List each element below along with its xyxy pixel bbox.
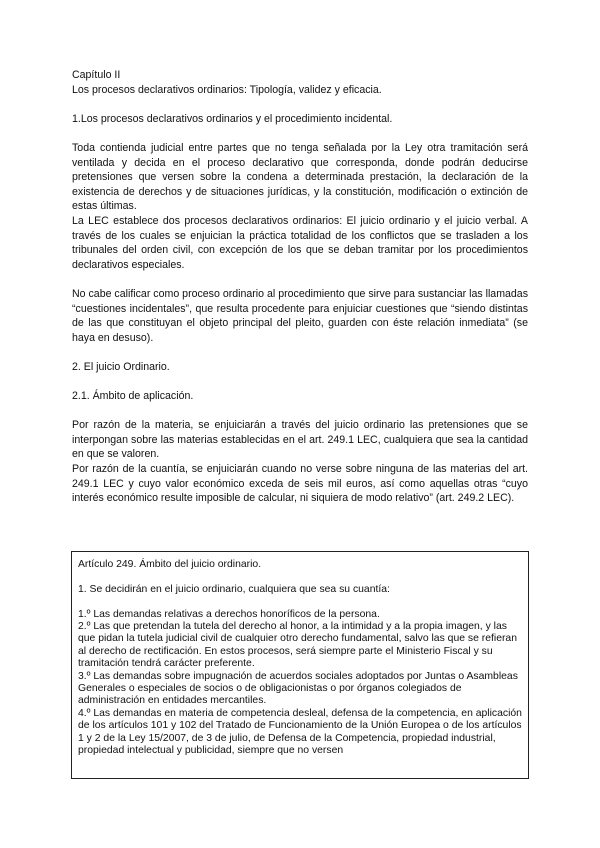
section-2-heading: 2. El juicio Ordinario. xyxy=(72,360,170,373)
paragraph-4: Por razón de la materia, se enjuiciarán a través del juicio ordinario las pretensiones que se interpongan sobre las materias establecidas en el art. 249.1 LEC, cualquiera que sea la cantidad en que se valoren. xyxy=(72,419,528,461)
article-item-2: 2.º Las que pretendan la tutela del derecho al honor, a la intimidad y a la propia imagen, y las que pidan la tutela judicial civil de cualquier otro derecho fundamental, salvo las que se refieran al derecho de rectificación. En estos procesos, será siempre parte el Ministerio Fiscal y su tramitación tendrá carácter preferente. xyxy=(78,621,517,670)
chapter-title: Los procesos declarativos ordinarios: Tipología, validez y eficacia. xyxy=(72,83,382,96)
chapter-label: Capítulo II xyxy=(72,69,121,81)
article-item-1: 1.º Las demandas relativas a derechos honoríficos de la persona. xyxy=(78,608,380,620)
paragraph-2: La LEC establece dos procesos declarativos ordinarios: El juicio ordinario y el juicio verbal. A través de los cuales se enjuician la práctica totalidad de los conflictos que se trasladen a los tribunales del orden civil, con excepción de los que se deban tramitar por los procedimientos declarativos especiales. xyxy=(72,214,528,271)
section-2-1-heading: 2.1. Ámbito de aplicación. xyxy=(72,390,194,403)
document-body xyxy=(72,68,528,506)
paragraph-3: No cabe calificar como proceso ordinario al procedimiento que sirve para sustanciar las llamadas “cuestiones incidentales”, que resulta procedente para enjuiciar cuestiones que “siendo distintas de las que constituyan el objeto principal del pleito, guarden con éste relación inmediata” (se haya en desuso). xyxy=(72,287,528,344)
article-249-box xyxy=(71,551,529,779)
article-title: Artículo 249. Ámbito del juicio ordinario. xyxy=(78,559,262,570)
article-item-4: 4.º Las demandas en materia de competencia desleal, defensa de la competencia, en aplicación de los artículos 101 y 102 del Tratado de Funcionamiento de la Unión Europea o de los artículos 1 y 2 de la Ley 15/2007, de 3 de julio, de Defensa de la Competencia, propiedad industrial, propiedad intelectual y publicidad, siempre que no versen xyxy=(78,707,522,757)
article-item-3: 3.º Las demandas sobre impugnación de acuerdos sociales adoptados por Juntas o Asambleas Generales o especiales de socios o de obligacionistas o por órganos colegiados de administración en entidades mercantiles. xyxy=(78,670,518,707)
section-1-heading: 1.Los procesos declarativos ordinarios y el procedimiento incidental. xyxy=(72,112,393,125)
article-intro: 1. Se decidirán en el juicio ordinario, cualquiera que sea su cuantía: xyxy=(78,583,390,595)
paragraph-5: Por razón de la cuantía, se enjuiciarán cuando no verse sobre ninguna de las materias del art. 249.1 LEC y cuyo valor económico exceda de seis mil euros, así como aquellas otras “cuyo interés económico resulte imposible de calcular, ni siquiera de modo relativo” (art. 249.2 LEC). xyxy=(72,463,528,505)
paragraph-1: Toda contienda judicial entre partes que no tenga señalada por la Ley otra tramitación será ventilada y decida en el proceso declarativo que corresponda, donde podrán deducirse pretensiones que versen sobre la condena a determinada prestación, la declaración de la existencia de derechos y de situaciones jurídicas, y la constitución, modificación o extinción de estas últimas. xyxy=(72,141,528,213)
